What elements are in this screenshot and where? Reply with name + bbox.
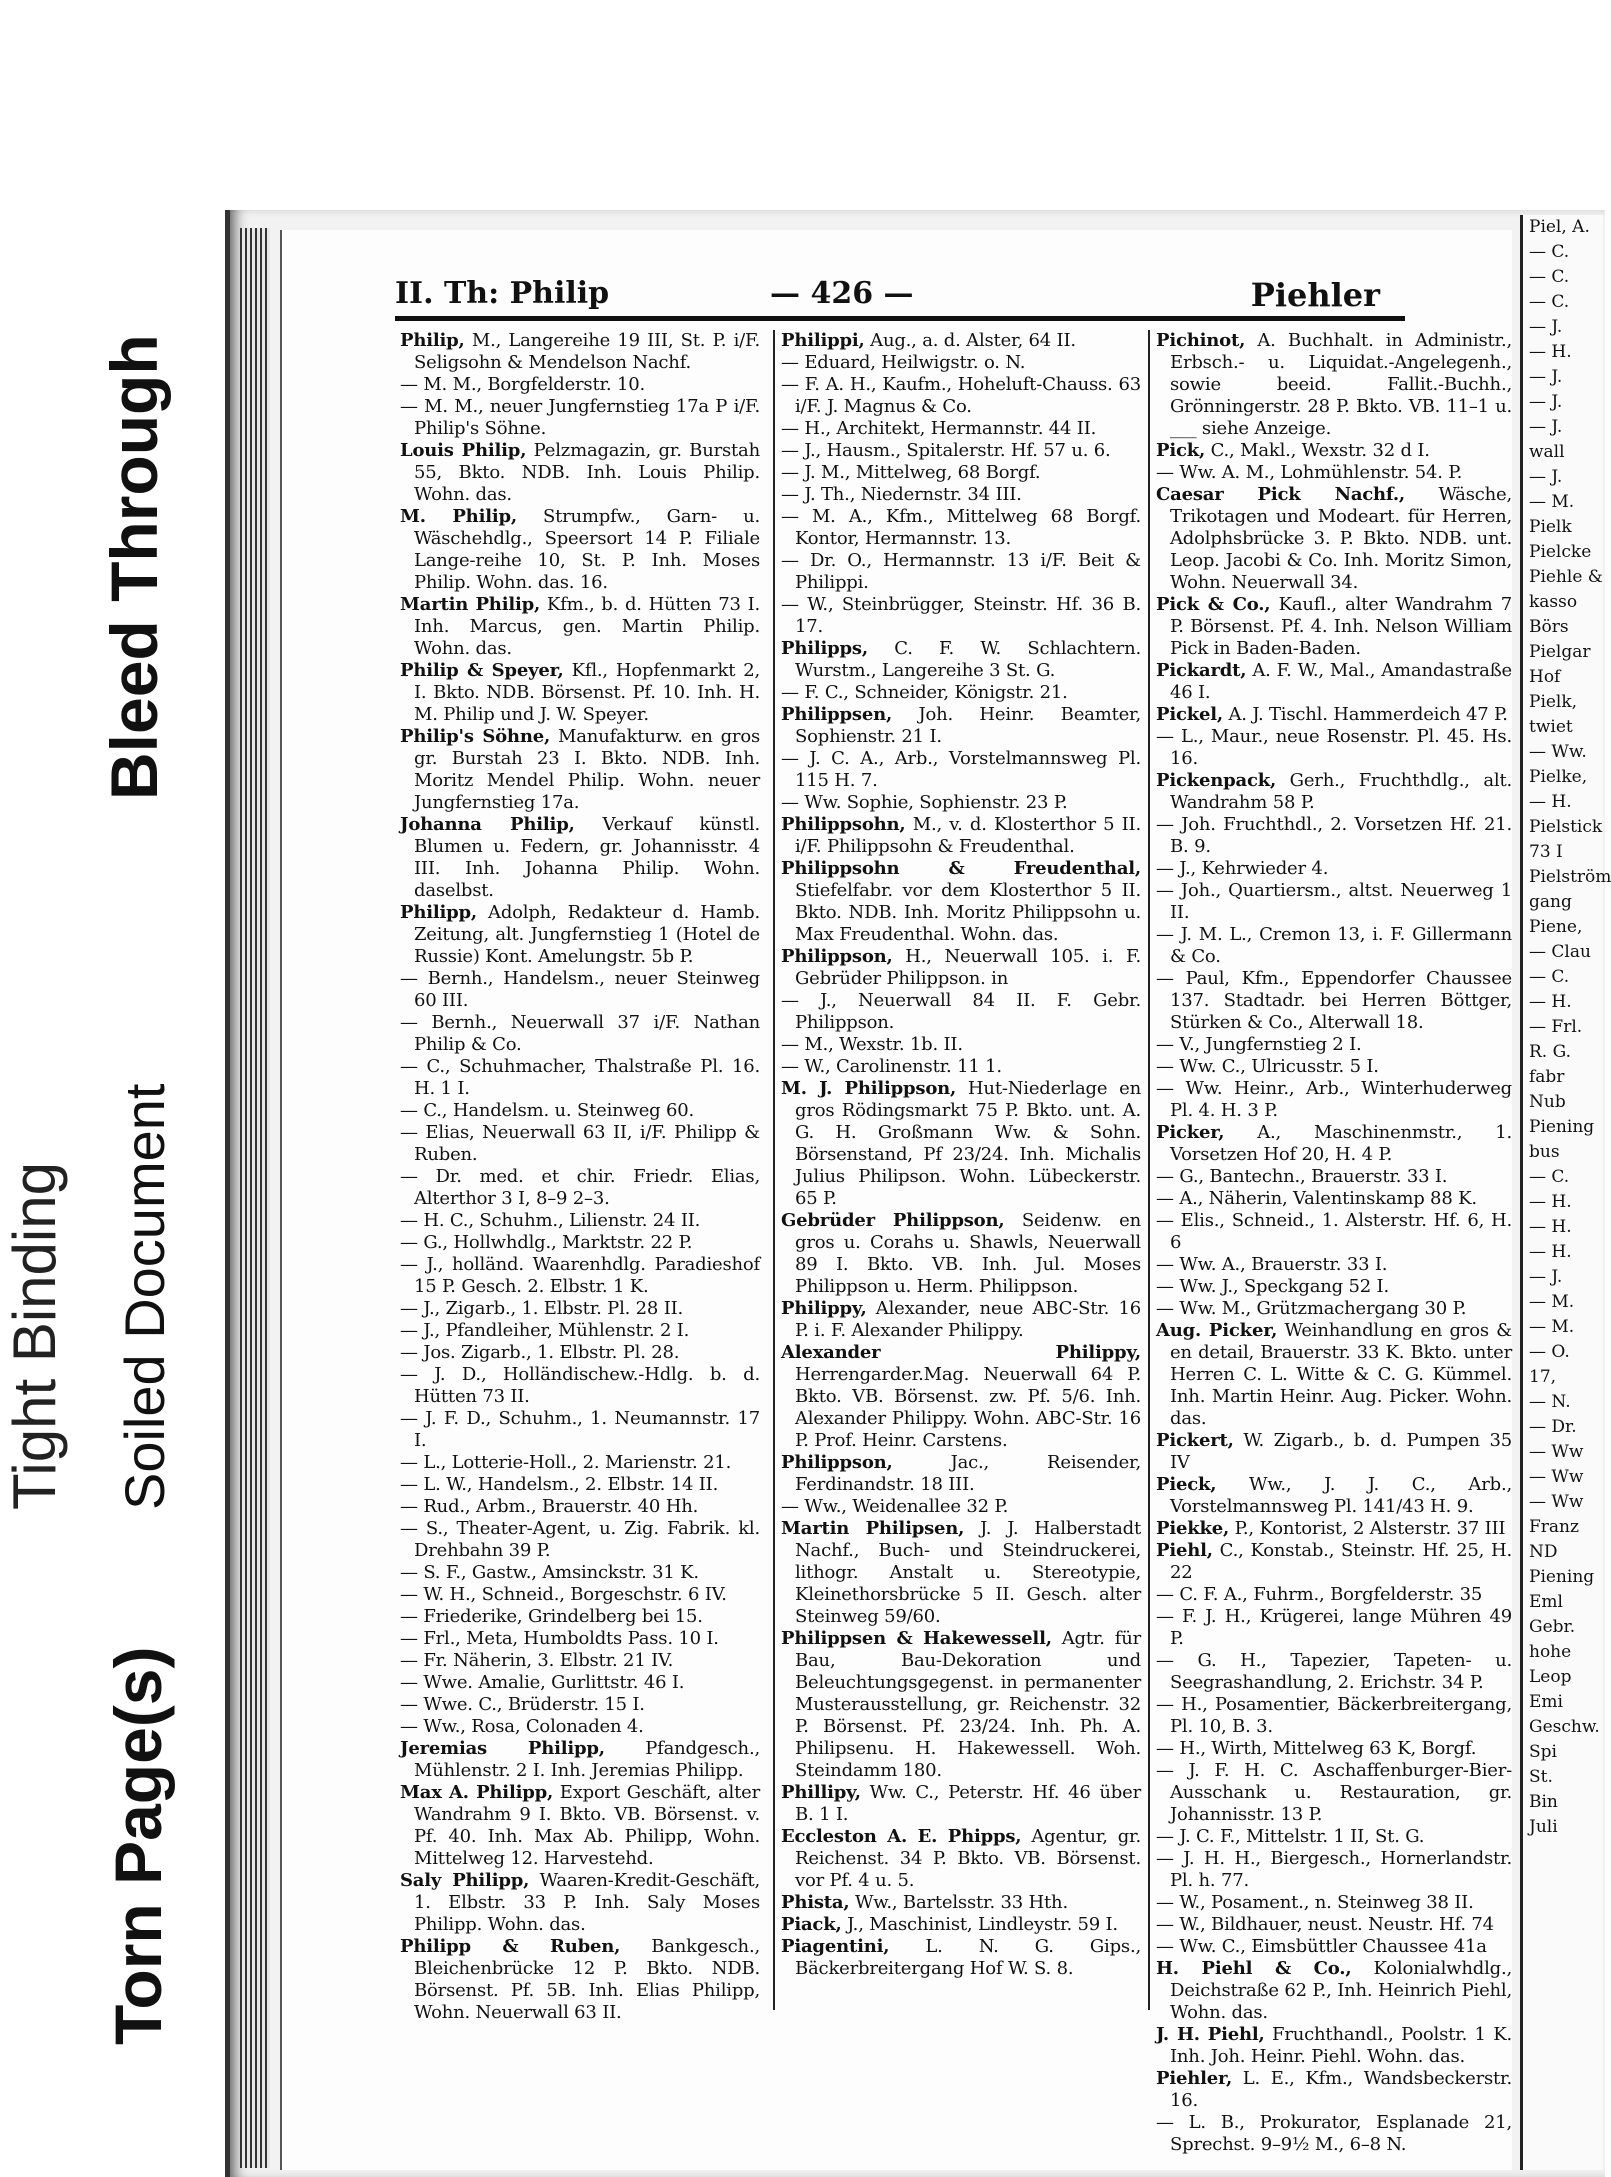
directory-entry: Caesar Pick Nachf., Wäsche, Trikotagen und Modeart. für Herren, Adolphsbrücke 3. P. Bkto. NDB. unt. Leop. Jacobi & Co. Inh. Moritz Simon, Wohn. Neuerwall 34. [1156, 484, 1512, 593]
directory-entry: — W., Carolinenstr. 11 1. [781, 1056, 1002, 1077]
facing-page-line: ND [1529, 1542, 1558, 1562]
facing-page-line: — C. [1529, 242, 1570, 262]
facing-page-line: Pielstick [1529, 817, 1603, 837]
facing-page-line: — Frl. [1529, 1017, 1583, 1037]
directory-entry: — J., Kehrwieder 4. [1156, 858, 1329, 879]
directory-entry: — C., Handelsm. u. Steinweg 60. [400, 1100, 695, 1121]
facing-page-fragment [1520, 215, 1611, 2170]
facing-page-line: — Ww [1529, 1442, 1584, 1462]
directory-entry: — Ww. A., Brauerstr. 33 I. [1156, 1254, 1388, 1275]
directory-entry: — H. C., Schuhm., Lilienstr. 24 II. [400, 1210, 701, 1231]
facing-page-line: twiet [1529, 717, 1573, 737]
directory-entry: — L., Maur., neue Rosenstr. Pl. 45. Hs. 16. [1156, 726, 1512, 769]
facing-page-line: Geschw. [1529, 1717, 1600, 1737]
facing-page-line: hohe [1529, 1642, 1572, 1662]
directory-entry: Philippson, Jac., Reisender, Ferdinandstr. 18 III. [781, 1452, 1141, 1495]
directory-entry: — M. M., neuer Jungfernstieg 17a P i/F. Philip's Söhne. [400, 396, 760, 439]
directory-entry: — Joh. Fruchthdl., 2. Vorsetzen Hf. 21. B. 9. [1156, 814, 1512, 857]
directory-entry: — Ww. Heinr., Arb., Winterhuderweg Pl. 4. H. 3 P. [1156, 1078, 1512, 1121]
directory-entry: Alexander Philippy, Herrengarder.Mag. Neuerwall 64 P. Bkto. VB. Börsenst. zw. Pf. 5/6. Inh. Alexander Philippy. Wohn. ABC-Str. 16 P. Prof. Heinr. Carstens. [781, 1342, 1141, 1451]
directory-entry: — Friederike, Grindelberg bei 15. [400, 1606, 703, 1627]
directory-entry: — J. C. F., Mittelstr. 1 II, St. G. [1156, 1826, 1425, 1847]
directory-entry: Philipps, C. F. W. Schlachtern. Wurstm., Langereihe 3 St. G. [781, 638, 1141, 681]
directory-entry: — F. J. H., Krügerei, lange Mühren 49 P. [1156, 1606, 1512, 1649]
facing-page-line: — N. [1529, 1392, 1571, 1412]
directory-entry: — V., Jungfernstieg 2 I. [1156, 1034, 1362, 1055]
directory-entry: Martin Philip, Kfm., b. d. Hütten 73 I. Inh. Marcus, gen. Martin Philip. Wohn. das. [400, 594, 760, 659]
directory-entry: — L. B., Prokurator, Esplanade 21, Sprechst. 9–9½ M., 6–8 N. [1156, 2112, 1512, 2155]
facing-page-line: — Dr. [1529, 1417, 1577, 1437]
facing-page-line: — J. [1529, 467, 1563, 487]
directory-entry: Johanna Philip, Verkauf künstl. Blumen u. Federn, gr. Johannisstr. 4 III. Inh. Johanna Philip. Wohn. daselbst. [400, 814, 760, 901]
directory-entry: J. H. Piehl, Fruchthandl., Poolstr. 1 K. Inh. Joh. Heinr. Piehl. Wohn. das. [1156, 2024, 1513, 2067]
facing-page-line: — J. [1529, 317, 1563, 337]
page-header [300, 268, 1380, 318]
header-rule [395, 316, 1405, 321]
header-left: II. Th: Philip [395, 276, 610, 311]
directory-entry: — Ww. Sophie, Sophienstr. 23 P. [781, 792, 1068, 813]
directory-entry: Pickert, W. Zigarb., b. d. Pumpen 35 IV [1156, 1430, 1512, 1473]
directory-entry: — Eduard, Heilwigstr. o. N. [781, 352, 1026, 373]
tight-binding-stamp: Tight Binding [1, 1162, 68, 1510]
directory-entry: Pichinot, A. Buchhalt. in Administr., Erbsch.- u. Liquidat.-Angelegenh., sowie beeid. Fallit.-Buchh., Grönningerstr. 28 P. Bkto. VB. 11–1 u. ___ siehe Anzeige. [1156, 330, 1512, 439]
directory-entry: — W. H., Schneid., Borgeschstr. 6 IV. [400, 1584, 727, 1605]
facing-page-line: — C. [1529, 1167, 1570, 1187]
directory-entry: — J., Zigarb., 1. Elbstr. Pl. 28 II. [400, 1298, 684, 1319]
directory-entry: Louis Philip, Pelzmagazin, gr. Burstah 55, Bkto. NDB. Inh. Louis Philip. Wohn. das. [400, 440, 760, 505]
facing-page-line: — M. [1529, 492, 1575, 512]
directory-entry: — Dr. O., Hermannstr. 13 i/F. Beit & Philippi. [781, 550, 1141, 593]
directory-entry: Pickenpack, Gerh., Fruchthdlg., alt. Wandrahm 58 P. [1156, 770, 1512, 813]
directory-entry: M. J. Philippson, Hut-Niederlage en gros Rödingsmarkt 75 P. Bkto. unt. A. G. H. Großmann Ww. & Sohn. Börsenstand, Pf 23/24. Inh. Michalis Julius Philipson. Wohn. Lübeckerstr. 65 P. [781, 1078, 1141, 1209]
directory-entry: Philippsen, Joh. Heinr. Beamter, Sophienstr. 21 I. [781, 704, 1141, 747]
directory-entry: Philippson, H., Neuerwall 105. i. F. Gebrüder Philippson. in [781, 946, 1141, 989]
directory-entry: Philip & Speyer, Kfl., Hopfenmarkt 2, I. Bkto. NDB. Börsenst. Pf. 10. Inh. H. M. Philip und J. W. Speyer. [400, 660, 760, 725]
directory-entry: — W., Steinbrügger, Steinstr. Hf. 36 B. 17. [781, 594, 1141, 637]
directory-entry: H. Piehl & Co., Kolonialwhdlg., Deichstraße 62 P., Inh. Heinrich Piehl, Wohn. das. [1156, 1958, 1512, 2023]
facing-page-line: — H. [1529, 1217, 1572, 1237]
directory-entry: — Ww. C., Eimsbüttler Chaussee 41a [1156, 1936, 1487, 1957]
directory-entry: Phista, Ww., Bartelsstr. 33 Hth. [781, 1892, 1068, 1913]
facing-page-line: Emi [1529, 1692, 1563, 1712]
facing-page-line: — H. [1529, 992, 1572, 1012]
directory-entry: — H., Wirth, Mittelweg 63 K, Borgf. [1156, 1738, 1477, 1759]
directory-entry: — Fr. Näherin, 3. Elbstr. 21 IV. [400, 1650, 674, 1671]
facing-page-line: Piehle & [1529, 567, 1603, 587]
directory-entry: — L. W., Handelsm., 2. Elbstr. 14 II. [400, 1474, 719, 1495]
page-number: — 426 — [770, 276, 914, 311]
directory-entry: — J., Pfandleiher, Mühlenstr. 2 I. [400, 1320, 690, 1341]
directory-entry: — J. Th., Niedernstr. 34 III. [781, 484, 1022, 505]
directory-entry: — Ww., Rosa, Colonaden 4. [400, 1716, 644, 1737]
directory-entry: Philippi, Aug., a. d. Alster, 64 II. [781, 330, 1076, 351]
facing-page-line: Pielk [1529, 517, 1572, 537]
directory-entry: — G. H., Tapezier, Tapeten- u. Seegrashandlung, 2. Erichstr. 34 P. [1156, 1650, 1512, 1693]
facing-page-line: — H. [1529, 1192, 1572, 1212]
facing-page-line: bus [1529, 1142, 1560, 1162]
directory-entry: — Ww., Weidenallee 32 P. [781, 1496, 1009, 1517]
directory-entry: — G., Bantechn., Brauerstr. 33 I. [1156, 1166, 1448, 1187]
facing-page-line: Piening [1529, 1117, 1595, 1137]
directory-entry: — S. F., Gastw., Amsinckstr. 31 K. [400, 1562, 699, 1583]
directory-entry: M. Philip, Strumpfw., Garn- u. Wäschehdlg., Speersort 14 P. Filiale Lange-reihe 10, St. P. Inh. Moses Philip. Wohn. das. 16. [400, 506, 760, 593]
facing-page-line: St. [1529, 1767, 1553, 1787]
directory-entry: — J. H. H., Biergesch., Hornerlandstr. Pl. h. 77. [1156, 1848, 1512, 1891]
directory-entry: — Ww. M., Grützmachergang 30 P. [1156, 1298, 1467, 1319]
facing-page-line: Bin [1529, 1792, 1558, 1812]
directory-entry: Philippsohn & Freudenthal, Stiefelfabr. vor dem Klosterthor 5 II. Bkto. NDB. Inh. Moritz Philippsohn u. Max Freudenthal. Wohn. das. [781, 858, 1141, 945]
directory-entry: — J., Neuerwall 84 II. F. Gebr. Philippson. [781, 990, 1141, 1033]
directory-entry: — Wwe. Amalie, Gurlittstr. 46 I. [400, 1672, 685, 1693]
facing-page-line: Hof [1529, 667, 1561, 687]
directory-entry: — Elias, Neuerwall 63 II, i/F. Philipp & Ruben. [400, 1122, 760, 1165]
facing-page-line: Börs [1529, 617, 1569, 637]
directory-entry: — F. A. H., Kaufm., Hoheluft-Chauss. 63 i/F. J. Magnus & Co. [781, 374, 1141, 417]
facing-page-line: Pielgar [1529, 642, 1591, 662]
directory-entry: — M. A., Kfm., Mittelweg 68 Borgf. Kontor, Hermannstr. 13. [781, 506, 1141, 549]
directory-entry: — F. C., Schneider, Königstr. 21. [781, 682, 1068, 703]
facing-page-line: — C. [1529, 267, 1570, 287]
directory-entry: — L., Lotterie-Holl., 2. Marienstr. 21. [400, 1452, 732, 1473]
facing-page-line: Eml [1529, 1592, 1563, 1612]
torn-pages-stamp: Torn Page(s) [101, 1646, 175, 2045]
directory-entry: — Rud., Arbm., Brauerstr. 40 Hh. [400, 1496, 699, 1517]
directory-entry: Piekke, P., Kontorist, 2 Alsterstr. 37 III [1156, 1518, 1506, 1539]
facing-page-line: — Clau [1529, 942, 1591, 962]
directory-entry: Pick, C., Makl., Wexstr. 32 d I. [1156, 440, 1430, 461]
facing-page-line: Gebr. [1529, 1617, 1576, 1637]
directory-entry: Philip's Söhne, Manufakturw. en gros gr. Burstah 23 I. Bkto. NDB. Inh. Moritz Mendel Philip. Wohn. neuer Jungfernstieg 17a. [400, 726, 761, 813]
directory-entry: — C. F. A., Fuhrm., Borgfelderstr. 35 [1156, 1584, 1483, 1605]
facing-page-line: Spi [1529, 1742, 1557, 1762]
facing-page-line: — H. [1529, 1242, 1572, 1262]
directory-entry: — J. F. D., Schuhm., 1. Neumannstr. 17 I. [400, 1408, 760, 1451]
directory-entry: — J. F. H. C. Aschaffenburger-Bier-Ausschank u. Restauration, gr. Johannisstr. 13 P. [1156, 1760, 1512, 1825]
facing-page-line: — H. [1529, 342, 1572, 362]
facing-page-line: — Ww. [1529, 742, 1587, 762]
facing-page-line: gang [1529, 892, 1572, 912]
facing-page-line: — C. [1529, 292, 1570, 312]
directory-entry: — M., Wexstr. 1b. II. [781, 1034, 963, 1055]
directory-entry: — Frl., Meta, Humboldts Pass. 10 I. [400, 1628, 719, 1649]
directory-entry: — J. M. L., Cremon 13, i. F. Gillermann & Co. [1156, 924, 1512, 967]
facing-page-line: — M. [1529, 1317, 1575, 1337]
facing-page-line: Piel, A. [1529, 217, 1590, 237]
facing-page-line: kasso [1529, 592, 1578, 612]
directory-entry: Philipp & Ruben, Bankgesch., Bleichenbrücke 12 P. Bkto. NDB. Börsenst. Pf. 5B. Inh. Elias Philipp, Wohn. Neuerwall 63 II. [400, 1936, 760, 2023]
directory-entry: — H., Architekt, Hermannstr. 44 II. [781, 418, 1097, 439]
page-edges [240, 228, 270, 2168]
directory-entry: — C., Schuhmacher, Thalstraße Pl. 16. H. 1 I. [400, 1056, 760, 1099]
directory-entry: Pickardt, A. F. W., Mal., Amandastraße 46 I. [1156, 660, 1512, 703]
column-2 [773, 330, 1141, 2010]
directory-entry: — Ww. C., Ulricusstr. 5 I. [1156, 1056, 1379, 1077]
facing-page-line: Piening [1529, 1567, 1595, 1587]
directory-entry: — Ww. J., Speckgang 52 I. [1156, 1276, 1389, 1297]
directory-entry: Pick & Co., Kaufl., alter Wandrahm 7 P. Börsenst. Pf. 4. Inh. Nelson William Pick in Baden-Baden. [1156, 594, 1512, 659]
directory-entry: — G., Hollwhdlg., Marktstr. 22 P. [400, 1232, 693, 1253]
facing-page-line: Juli [1529, 1817, 1558, 1837]
directory-entry: — W., Posament., n. Steinweg 38 II. [1156, 1892, 1474, 1913]
directory-entry: Jeremias Philipp, Pfandgesch., Mühlenstr. 2 I. Inh. Jeremias Philipp. [400, 1738, 760, 1781]
facing-page-line: R. G. [1529, 1042, 1571, 1062]
facing-page-line: — C. [1529, 967, 1570, 987]
directory-entry: Piehler, L. E., Kfm., Wandsbeckerstr. 16. [1156, 2068, 1512, 2111]
facing-page-line: — J. [1529, 417, 1563, 437]
directory-entry: Martin Philipsen, J. J. Halberstadt Nachf., Buch- und Steindruckerei, lithogr. Anstalt u. Stereotypie, Kleinethorsbrücke 5 II. Gesch. alter Steinweg 59/60. [781, 1518, 1141, 1627]
directory-entry: — J. C. A., Arb., Vorstelmannsweg Pl. 115 H. 7. [781, 748, 1141, 791]
directory-entry: — Wwe. C., Brüderstr. 15 I. [400, 1694, 645, 1715]
directory-entry: — Joh., Quartiersm., altst. Neuerweg 1 II. [1156, 880, 1512, 923]
facing-page-line: 17, [1529, 1367, 1557, 1387]
facing-page-line: — O. [1529, 1342, 1570, 1362]
soiled-document-stamp: Soiled Document [113, 1083, 176, 1510]
directory-entry: Piehl, C., Konstab., Steinstr. Hf. 25, H. 22 [1156, 1540, 1512, 1583]
facing-page-line: Pielcke [1529, 542, 1592, 562]
directory-entry: Picker, A., Maschinenmstr., 1. Vorsetzen Hof 20, H. 4 P. [1156, 1122, 1512, 1165]
facing-page-line: fabr [1529, 1067, 1565, 1087]
directory-entry: Piagentini, L. N. G. Gips., Bäckerbreitergang Hof W. S. 8. [781, 1936, 1141, 1979]
facing-page-line: Piene, [1529, 917, 1583, 937]
facing-page-line: Franz [1529, 1517, 1579, 1537]
facing-page-line: — H. [1529, 792, 1572, 812]
facing-page-line: Pielk, [1529, 692, 1578, 712]
directory-entry: Max A. Philipp, Export Geschäft, alter Wandrahm 9 I. Bkto. VB. Börsenst. v. Pf. 40. Inh. Max Ab. Philipp, Wohn. Mittelweg 12. Harvestehd. [400, 1782, 760, 1869]
directory-entry: — A., Näherin, Valentinskamp 88 K. [1156, 1188, 1477, 1209]
directory-entry: Philippsen & Hakewessell, Agtr. für Bau, Bau-Dekoration und Beleuchtungsgegenst. in permanenter Musterausstellung, gr. Reichenstr. 32 P. Börsenst. Pf. 23/24. Inh. Ph. A. Philipsenu. H. Hakewessell. Woh. Steindamm 180. [781, 1628, 1141, 1781]
header-right: Piehler [1250, 276, 1380, 314]
directory-entry: Philippsohn, M., v. d. Klosterthor 5 II. i/F. Philippsohn & Freudenthal. [781, 814, 1141, 857]
directory-entry: Philipp, Adolph, Redakteur d. Hamb. Zeitung, alt. Jungfernstieg 1 (Hotel de Russie) Kont. Amelungstr. 5b P. [400, 902, 760, 967]
facing-page-line: Pielke, [1529, 767, 1588, 787]
facing-page-line: — Ww [1529, 1467, 1584, 1487]
directory-entry: Eccleston A. E. Phipps, Agentur, gr. Reichenst. 34 P. Bkto. VB. Börsenst. vor Pf. 4 u. 5. [781, 1826, 1141, 1891]
facing-page-line: — J. [1529, 367, 1563, 387]
directory-entry: — Dr. med. et chir. Friedr. Elias, Alterthor 3 I, 8–9 2–3. [400, 1166, 760, 1209]
directory-entry: Aug. Picker, Weinhandlung en gros & en detail, Brauerstr. 33 K. Bkto. unter Herren C. L. Witte & C. G. Kümmel. Inh. Martin Heinr. Aug. Picker. Wohn. das. [1156, 1320, 1512, 1429]
directory-entry: Philippy, Alexander, neue ABC-Str. 16 P. i. F. Alexander Philippy. [781, 1298, 1141, 1341]
column-3 [1148, 330, 1513, 2155]
directory-entry: — M. M., Borgfelderstr. 10. [400, 374, 646, 395]
column-1 [400, 330, 761, 2023]
directory-entry: — Elis., Schneid., 1. Alsterstr. Hf. 6, H. 6 [1156, 1210, 1512, 1253]
directory-entry: Philip, M., Langereihe 19 III, St. P. i/F. Seligsohn & Mendelson Nachf. [400, 330, 760, 373]
directory-entry: — W., Bildhauer, neust. Neustr. Hf. 74 [1156, 1914, 1494, 1935]
facing-page-line: Leop [1529, 1667, 1572, 1687]
directory-entry: Phillipy, Ww. C., Peterstr. Hf. 46 über B. 1 I. [781, 1782, 1141, 1825]
directory-entry: Pickel, A. J. Tischl. Hammerdeich 47 P. [1156, 704, 1508, 725]
directory-entry: — J. M., Mittelweg, 68 Borgf. [781, 462, 1041, 483]
directory-entry: — J., Hausm., Spitalerstr. Hf. 57 u. 6. [781, 440, 1111, 461]
facing-page-line: Nub [1529, 1092, 1566, 1112]
facing-page-line: Pielström [1529, 867, 1611, 887]
directory-entry: — Bernh., Handelsm., neuer Steinweg 60 III. [400, 968, 760, 1011]
directory-entry: Piack, J., Maschinist, Lindleystr. 59 I. [781, 1914, 1118, 1935]
facing-page-line: 73 I [1529, 842, 1563, 862]
directory-entry: Gebrüder Philippson, Seidenw. en gros u. Corahs u. Shawls, Neuerwall 89 I. Bkto. VB. Inh. Jul. Moses Philippson u. Herm. Philippson. [781, 1210, 1141, 1297]
facing-page-line: — Ww [1529, 1492, 1584, 1512]
directory-entry: — J., holländ. Waarenhdlg. Paradieshof 15 P. Gesch. 2. Elbstr. 1 K. [400, 1254, 760, 1297]
facing-page-line: — J. [1529, 392, 1563, 412]
facing-page-line: — M. [1529, 1292, 1575, 1312]
directory-entry: — Ww. A. M., Lohmühlenstr. 54. P. [1156, 462, 1463, 483]
facing-page-line: — J. [1529, 1267, 1563, 1287]
directory-entry: — Jos. Zigarb., 1. Elbstr. Pl. 28. [400, 1342, 680, 1363]
directory-entry: — S., Theater-Agent, u. Zig. Fabrik. kl. Drehbahn 39 P. [400, 1518, 760, 1561]
directory-entry: — Paul, Kfm., Eppendorfer Chaussee 137. Stadtadr. bei Herren Böttger, Stürken & Co., Alterwall 18. [1156, 968, 1512, 1033]
directory-entry: — H., Posamentier, Bäckerbreitergang, Pl. 10, B. 3. [1156, 1694, 1512, 1737]
bleed-through-stamp: Bleed Through [97, 334, 171, 800]
facing-page-line: wall [1529, 442, 1565, 462]
directory-entry: — J. D., Holländischew.-Hdlg. b. d. Hütten 73 II. [400, 1364, 760, 1407]
directory-entry: — Bernh., Neuerwall 37 i/F. Nathan Philip & Co. [400, 1012, 760, 1055]
directory-entry: Pieck, Ww., J. J. C., Arb., Vorstelmannsweg Pl. 141/43 H. 9. [1156, 1474, 1512, 1517]
directory-entry: Saly Philipp, Waaren-Kredit-Geschäft, 1. Elbstr. 33 P. Inh. Saly Moses Philipp. Wohn. das. [400, 1870, 761, 1935]
